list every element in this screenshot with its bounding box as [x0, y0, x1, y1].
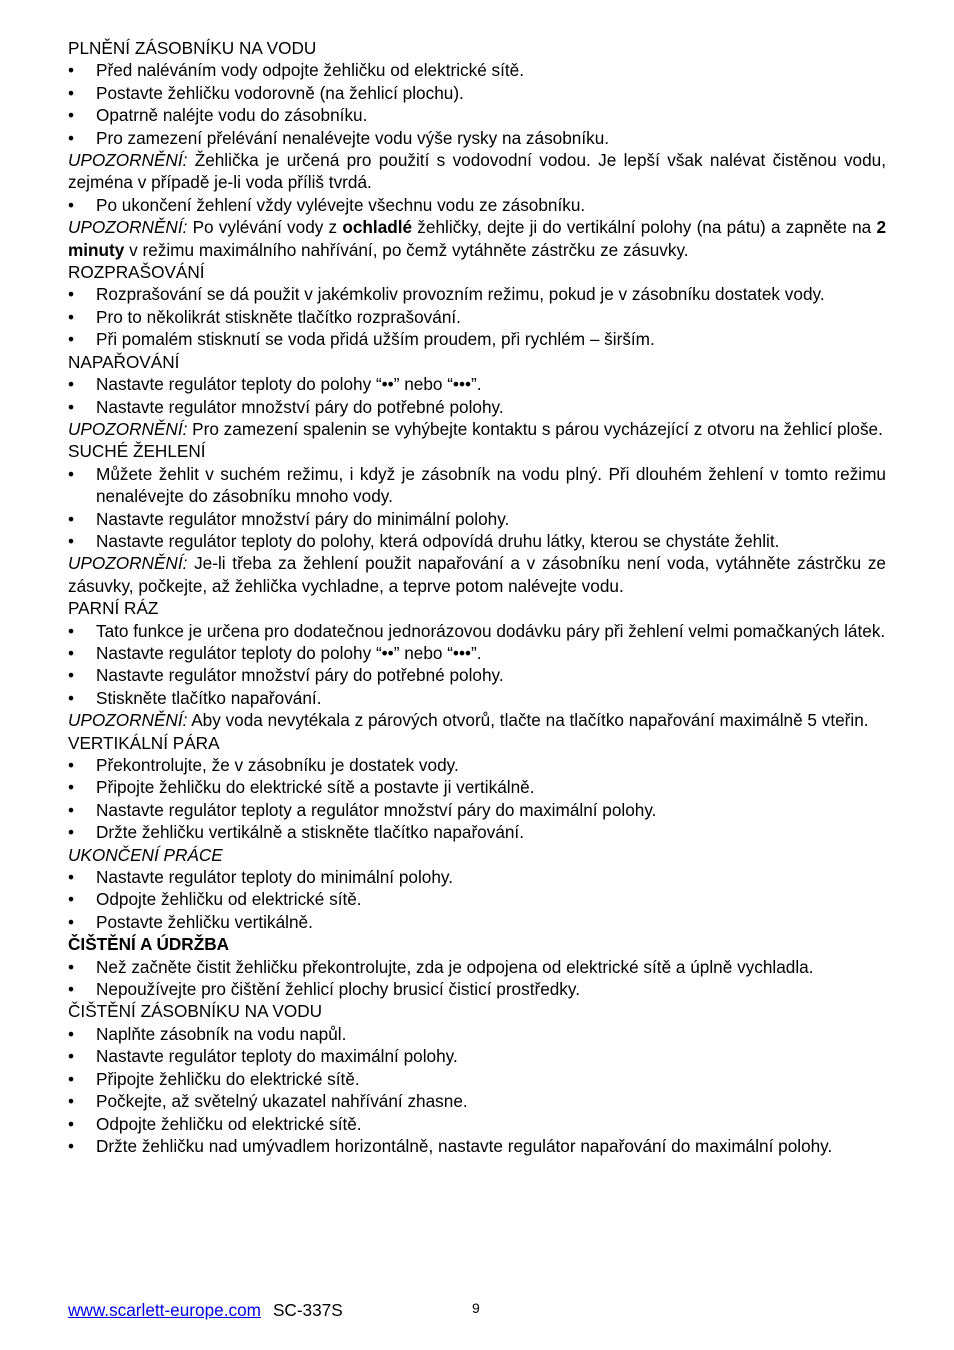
section-heading: SUCHÉ ŽEHLENÍ — [68, 441, 206, 462]
list-item: • Připojte žehličku do elektrické sítě. — [68, 1068, 886, 1090]
warning-label: UPOZORNĚNÍ: — [68, 553, 188, 574]
list-item: • Nastavte regulátor teploty do minimální polohy. — [68, 866, 886, 888]
list-item: • Nastavte regulátor teploty do polohy, která odpovídá druhu látky, kterou se chystáte žehlit. — [68, 530, 886, 552]
bullet-list — [68, 463, 886, 553]
warning-text: Aby voda nevytékala z párových otvorů, tlačte na tlačítko napařování maximálně 5 vteřin. — [187, 710, 869, 731]
warning-note — [68, 709, 886, 731]
list-item: • Připojte žehličku do elektrické sítě a postavte ji vertikálně. — [68, 776, 886, 798]
page-number: 9 — [472, 1300, 480, 1316]
list-item: • Držte žehličku vertikálně a stiskněte tlačítko napařování. — [68, 821, 886, 843]
warning-text: v režimu maximálního nahřívání, po čemž vytáhněte zástrčku ze zásuvky. — [124, 239, 689, 260]
warning-text: Po vylévání vody z — [187, 217, 343, 238]
bullet-list — [68, 1023, 886, 1157]
list-item: • Odpojte žehličku od elektrické sítě. — [68, 1113, 886, 1135]
list-item: • Než začněte čistit žehličku překontrolujte, zda je odpojena od elektrické sítě a úplně vychladla. — [68, 956, 886, 978]
warning-label: UPOZORNĚNÍ: — [68, 710, 188, 731]
bullet-list — [68, 754, 886, 844]
emphasis-text: ochladlé — [342, 217, 413, 238]
list-item: • Nastavte regulátor teploty do polohy “••” nebo “•••”. — [68, 642, 886, 664]
website-link[interactable]: www.scarlett-europe.com — [68, 1300, 261, 1320]
warning-note — [68, 552, 886, 597]
section-heading: ČIŠTĚNÍ ZÁSOBNÍKU NA VODU — [68, 1001, 323, 1022]
list-item: • Nastavte regulátor teploty do polohy “••” nebo “•••”. — [68, 373, 886, 395]
warning-note — [68, 216, 886, 261]
list-item: • Překontrolujte, že v zásobníku je dostatek vody. — [68, 754, 886, 776]
list-item: • Při pomalém stisknutí se voda přidá užším proudem, při rychlém – širším. — [68, 328, 886, 350]
list-item: • Můžete žehlit v suchém režimu, i když je zásobník na vodu plný. Při dlouhém žehlení v tomto režimu nenalévejte do zásobníku mnoho vody. — [68, 463, 886, 508]
list-item: • Opatrně naléjte vodu do zásobníku. — [68, 104, 886, 126]
page-footer — [68, 1300, 886, 1321]
list-item: • Pro zamezení přelévání nenalévejte vodu výše rysky na zásobníku. — [68, 127, 886, 149]
list-item: • Nepoužívejte pro čištění žehlicí plochy brusicí čisticí prostředky. — [68, 978, 886, 1000]
list-item: • Postavte žehličku vertikálně. — [68, 911, 886, 933]
section-heading: ROZPRAŠOVÁNÍ — [68, 262, 205, 283]
warning-note — [68, 418, 886, 440]
list-item: • Počkejte, až světelný ukazatel nahřívání zhasne. — [68, 1090, 886, 1112]
manual-page-content — [68, 37, 886, 1157]
warning-label: UPOZORNĚNÍ: — [68, 150, 188, 171]
list-item: • Nastavte regulátor množství páry do minimální polohy. — [68, 508, 886, 530]
list-item: • Naplňte zásobník na vodu napůl. — [68, 1023, 886, 1045]
bullet-list — [68, 194, 886, 216]
emphasis-text: 2 minuty — [68, 217, 886, 260]
list-item: • Nastavte regulátor množství páry do potřebné polohy. — [68, 664, 886, 686]
list-item: • Postavte žehličku vodorovně (na žehlicí plochu). — [68, 82, 886, 104]
bullet-list — [68, 956, 886, 1001]
list-item: • Tato funkce je určena pro dodatečnou jednorázovou dodávku páry při žehlení velmi pomačkaných látek. — [68, 620, 886, 642]
section-heading: NAPAŘOVÁNÍ — [68, 351, 180, 372]
warning-text: Pro zamezení spalenin se vyhýbejte kontaktu s párou vycházející z otvoru na žehlicí ploše. — [187, 418, 883, 439]
list-item: • Pro to několikrát stiskněte tlačítko rozprašování. — [68, 306, 886, 328]
warning-text: Je-li třeba za žehlení použit napařování a v zásobníku není voda, vytáhněte zástrčku ze zásuvky, počkejte, až žehlička vychladne, a teprve potom nalévejte vodu. — [68, 553, 886, 596]
bullet-list — [68, 283, 886, 350]
bullet-list — [68, 59, 886, 149]
list-item: • Držte žehličku nad umývadlem horizontálně, nastavte regulátor napařování do maximální polohy. — [68, 1135, 886, 1157]
model-number: SC-337S — [272, 1300, 343, 1320]
bullet-list — [68, 373, 886, 418]
list-item: • Nastavte regulátor množství páry do potřebné polohy. — [68, 396, 886, 418]
warning-label: UPOZORNĚNÍ: — [68, 418, 188, 439]
list-item: • Stiskněte tlačítko napařování. — [68, 687, 886, 709]
warning-note — [68, 149, 886, 194]
warning-label: UPOZORNĚNÍ: — [68, 217, 188, 238]
list-item: • Rozprašování se dá použit v jakémkoliv provozním režimu, pokud je v zásobníku dostatek vody. — [68, 283, 886, 305]
section-heading: UKONČENÍ PRÁCE — [68, 844, 223, 865]
list-item: • Před naléváním vody odpojte žehličku od elektrické sítě. — [68, 59, 886, 81]
bullet-list — [68, 866, 886, 933]
list-item: • Nastavte regulátor teploty a regulátor množství páry do maximální polohy. — [68, 799, 886, 821]
section-heading: PLNĚNÍ ZÁSOBNÍKU NA VODU — [68, 38, 317, 58]
warning-text: Žehlička je určená pro použití s vodovodní vodou. Je lepší však nalévat čistěnou vodu, zejména v případě je-li voda příliš tvrdá. — [68, 150, 886, 193]
section-heading: VERTIKÁLNÍ PÁRA — [68, 732, 220, 753]
bullet-list — [68, 620, 886, 710]
list-item: • Po ukončení žehlení vždy vylévejte všechnu vodu ze zásobníku. — [68, 194, 886, 216]
warning-text: žehličky, dejte ji do vertikální polohy (na pátu) a zapněte na — [412, 217, 877, 238]
section-heading: ČIŠTĚNÍ A ÚDRŽBA — [68, 934, 230, 955]
section-heading: PARNÍ RÁZ — [68, 598, 159, 619]
list-item: • Odpojte žehličku od elektrické sítě. — [68, 888, 886, 910]
list-item: • Nastavte regulátor teploty do maximální polohy. — [68, 1045, 886, 1067]
